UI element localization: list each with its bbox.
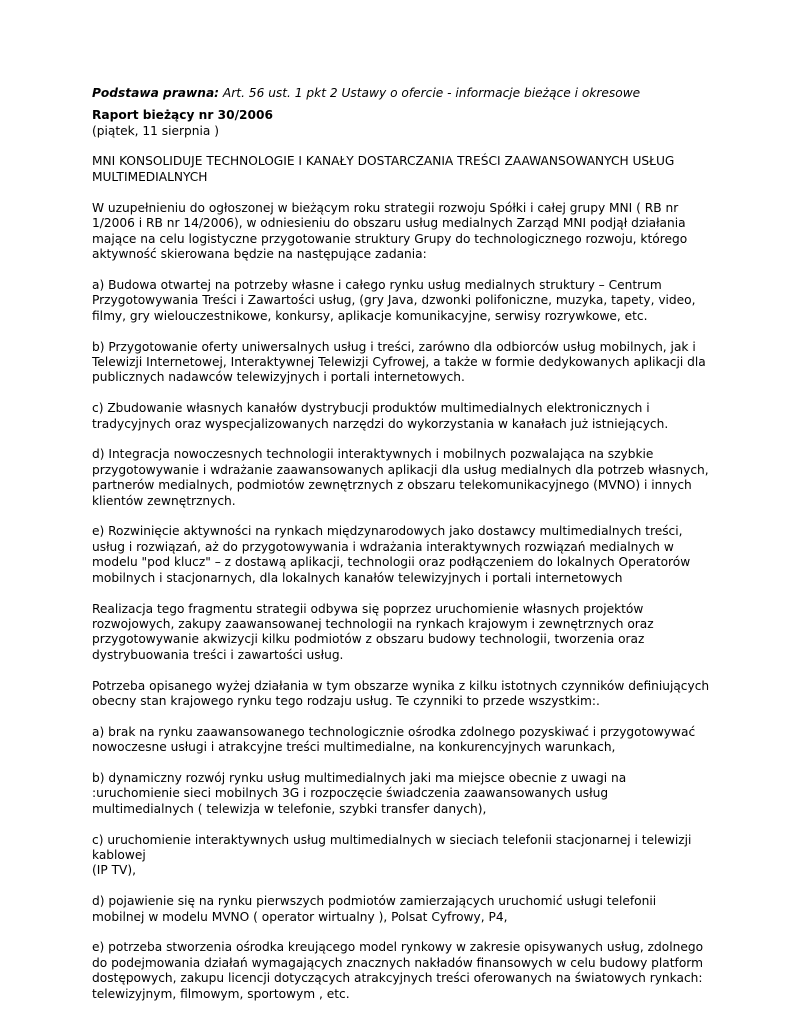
factor-c-paragraph: c) uruchomienie interaktywnych usług multimedialnych w sieciach telefonii stacjonarnej i telewizji kablowej (IP TV), bbox=[92, 832, 692, 878]
report-date: (piątek, 11 sierpnia ) bbox=[92, 123, 219, 138]
factor-b-paragraph: b) dynamiczny rozwój rynku usług multimedialnych jaki ma miejsce obecnie z uwagi na :uruchomienie sieci mobilnych 3G i rozpoczęcie świadczenia zaawansowanych usług multimedialnych ( telewizja w telefonie, szybki transfer danych), bbox=[92, 770, 627, 816]
document-page bbox=[92, 86, 712, 1017]
task-e-paragraph: e) Rozwinięcie aktywności na rynkach międzynarodowych jako dostawcy multimedialnych treści, usług i rozwiązań, aż do przygotowywania i wdrażania interaktywnych rozwiązań medialnych w modelu "pod klucz" – z dostawą aplikacji, technologii oraz podłączeniem do lokalnych Operatorów mobilnych i stacjonarnych, dla lokalnych kanałów telewizyjnych i portali internetowych bbox=[92, 524, 691, 585]
report-number: Raport bieżący nr 30/2006 bbox=[92, 108, 273, 123]
factor-a-paragraph: a) brak na rynku zaawansowanego technologicznie ośrodka zdolnego pozyskiwać i przygotowywać nowoczesne usługi i atrakcyjne treści multimedialne, na konkurencyjnych warunkach, bbox=[92, 724, 696, 755]
report-title: MNI KONSOLIDUJE TECHNOLOGIE I KANAŁY DOSTARCZANIA TREŚCI ZAAWANSOWANYCH USŁUG MULTIMEDIALNYCH bbox=[92, 154, 675, 184]
legal-basis-label: Podstawa prawna: bbox=[92, 86, 220, 100]
rationale-paragraph: Potrzeba opisanego wyżej działania w tym obszarze wynika z kilku istotnych czynników definiujących obecny stan krajowego rynku tego rodzaju usług. Te czynniki to przede wszystkim:. bbox=[92, 678, 710, 708]
factor-e-paragraph: e) potrzeba stworzenia ośrodka kreującego model rynkowy w zakresie opisywanych usług, zdolnego do podejmowania działań wymagających znacznych nakładów finansowych w celu budowy platform dostępowych, zakupu licencji dotyczących atrakcyjnych treści oferowanych na światowych rynkach: telewizyjnym, filmowym, sportowym , etc. bbox=[92, 940, 704, 1001]
implementation-paragraph: Realizacja tego fragmentu strategii odbywa się poprzez uruchomienie własnych projektów rozwojowych, zakupy zaawansowanej technologii na rynkach krajowym i zewnętrznych oraz przygotowywanie akwizycji kilku podmiotów z obszaru budowy technologii, tworzenia oraz dystrybuowania treści i zawartości usług. bbox=[92, 601, 654, 662]
factor-d-paragraph: d) pojawienie się na rynku pierwszych podmiotów zamierzających uruchomić usługi telefonii mobilnej w modelu MVNO ( operator wirtualny ), Polsat Cyfrowy, P4, bbox=[92, 894, 657, 924]
legal-basis-text: Art. 56 ust. 1 pkt 2 Ustawy o ofercie - informacje bieżące i okresowe bbox=[219, 86, 641, 100]
intro-paragraph: W uzupełnieniu do ogłoszonej w bieżącym roku strategii rozwoju Spółki i całej grupy MNI ( RB nr 1/2006 i RB nr 14/2006), w odniesieniu do obszaru usług medialnych Zarząd MNI podjął działania mające na celu logistyczne przygotowanie struktury Grupy do technologicznego rozwoju, którego aktywność skierowana będzie na następujące zadania: bbox=[92, 201, 688, 262]
task-d-paragraph: d) Integracja nowoczesnych technologii interaktywnych i mobilnych pozwalająca na szybkie przygotowywanie i wdrażanie zaawansowanych aplikacji dla usług medialnych dla potrzeb własnych, partnerów medialnych, podmiotów zewnętrznych z obszaru telekomunikacyjnego (MVNO) i innych klientów zewnętrznych. bbox=[92, 447, 709, 508]
task-b-paragraph: b) Przygotowanie oferty uniwersalnych usług i treści, zarówno dla odbiorców usług mobilnych, jak i Telewizji Internetowej, Interaktywnej Telewizji Cyfrowej, a także w formie dedykowanych aplikacji dla publicznych nadawców telewizyjnych i portali internetowych. bbox=[92, 339, 706, 385]
task-c-paragraph: c) Zbudowanie własnych kanałów dystrybucji produktów multimedialnych elektronicznych i tradycyjnych oraz wyspecjalizowanych narzędzi do wykorzystania w kanałach już istniejących. bbox=[92, 401, 669, 431]
legal-basis bbox=[92, 86, 712, 101]
task-a-paragraph: a) Budowa otwartej na potrzeby własne i całego rynku usług medialnych struktury – Centrum Przygotowywania Treści i Zawartości usług, (gry Java, dzwonki polifoniczne, muzyka, tapety, video, filmy, gry wielouczestnikowe, konkursy, aplikacje komunikacyjne, serwisy rozrywkowe, etc. bbox=[92, 278, 696, 323]
